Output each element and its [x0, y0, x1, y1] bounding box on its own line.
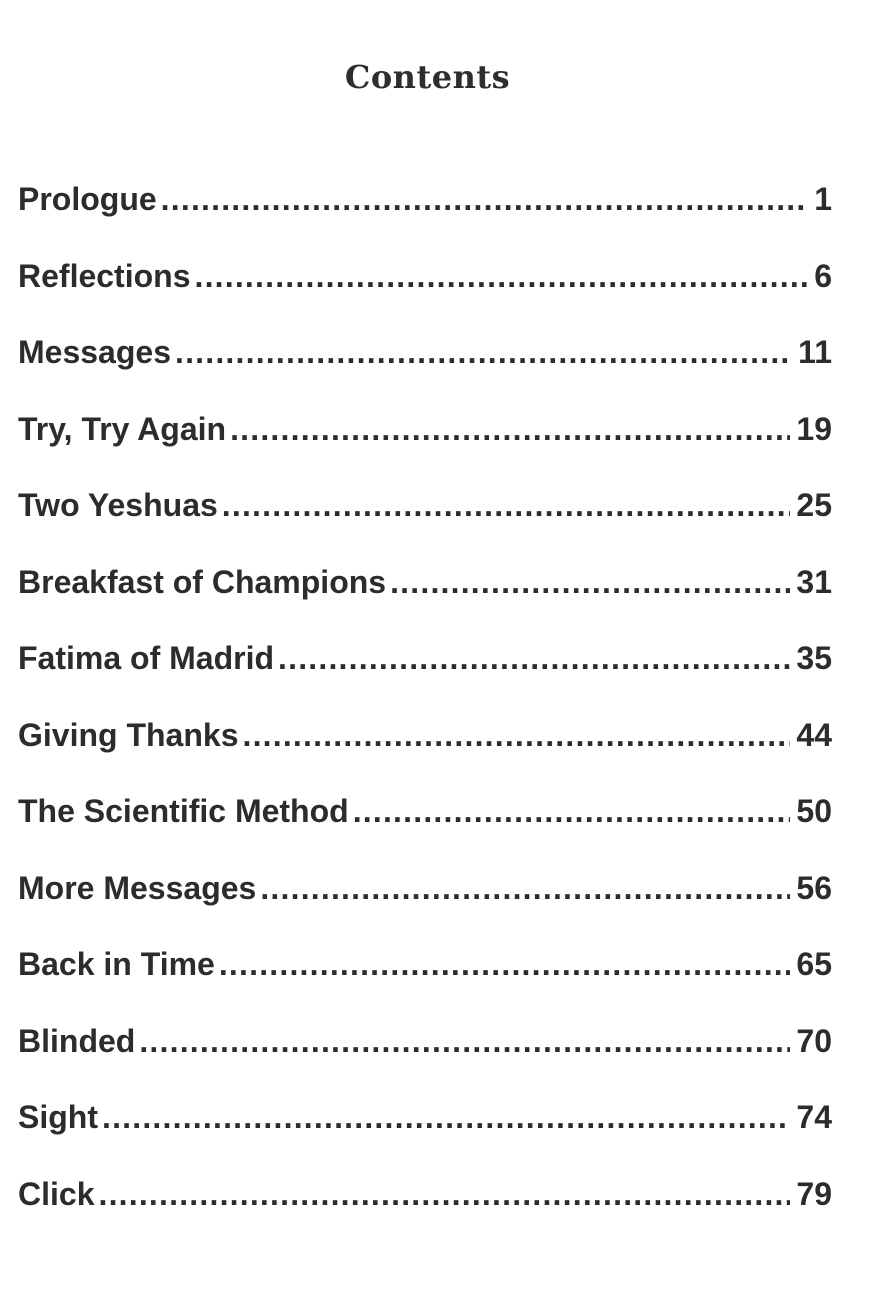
toc-entry-page-number: 79: [796, 1175, 832, 1212]
toc-entry: [18, 334, 832, 411]
dot-leader: [242, 717, 790, 754]
toc-entry: [18, 640, 832, 717]
toc-entry-page-number: 70: [796, 1022, 832, 1059]
toc-entry-page-number: 44: [796, 716, 832, 753]
toc-entry-title: Sight: [18, 1099, 98, 1135]
toc-entry-title: Fatima of Madrid: [18, 640, 275, 676]
toc-entry: [18, 793, 832, 870]
dot-leader: [161, 181, 809, 218]
toc-entry: [18, 564, 832, 641]
toc-entry-page-number: 11: [798, 334, 832, 370]
toc-entry: [18, 1099, 832, 1176]
toc-entry: [18, 870, 832, 947]
toc-entry-page-number: 19: [796, 410, 832, 447]
table-of-contents: [18, 181, 832, 1252]
toc-entry-title: The Scientific Method: [18, 793, 349, 829]
toc-entry-title: Messages: [18, 334, 171, 370]
dot-leader: [230, 411, 790, 448]
toc-entry-title: Back in Time: [18, 946, 215, 982]
toc-entry-title: Giving Thanks: [18, 716, 239, 753]
toc-entry-title: Blinded: [18, 1022, 136, 1059]
dot-leader: [278, 640, 790, 677]
page-title: Contents: [344, 58, 511, 96]
toc-entry-title: More Messages: [18, 869, 257, 906]
dot-leader: [102, 1099, 790, 1136]
toc-entry: [18, 717, 832, 794]
dot-leader: [194, 258, 808, 295]
toc-entry-page-number: 25: [796, 487, 832, 523]
toc-entry-page-number: 31: [796, 563, 832, 600]
toc-entry-page-number: 74: [796, 1099, 832, 1135]
toc-entry-page-number: 1: [814, 181, 832, 217]
toc-entry-title: Breakfast of Champions: [18, 563, 387, 600]
toc-entry: [18, 258, 832, 335]
toc-entry: [18, 1023, 832, 1100]
dot-leader: [222, 487, 791, 524]
dot-leader: [139, 1023, 790, 1060]
toc-entry-page-number: 6: [814, 257, 832, 294]
dot-leader: [260, 870, 790, 907]
toc-entry-title: Prologue: [18, 181, 157, 217]
dot-leader: [98, 1176, 790, 1213]
dot-leader: [175, 334, 792, 371]
dot-leader: [390, 564, 790, 601]
dot-leader: [353, 793, 791, 830]
toc-entry: [18, 181, 832, 258]
toc-entry-title: Reflections: [18, 257, 191, 294]
toc-entry-title: Two Yeshuas: [18, 487, 218, 523]
dot-leader: [219, 946, 791, 983]
toc-entry: [18, 946, 832, 1023]
toc-entry: [18, 1176, 832, 1253]
toc-entry-title: Click: [18, 1175, 95, 1212]
toc-entry: [18, 487, 832, 564]
toc-entry-page-number: 50: [796, 793, 832, 829]
toc-entry-page-number: 65: [796, 946, 832, 982]
toc-entry-page-number: 56: [796, 869, 832, 906]
toc-entry-page-number: 35: [796, 640, 832, 676]
toc-entry-title: Try, Try Again: [18, 410, 227, 447]
toc-entry: [18, 411, 832, 488]
